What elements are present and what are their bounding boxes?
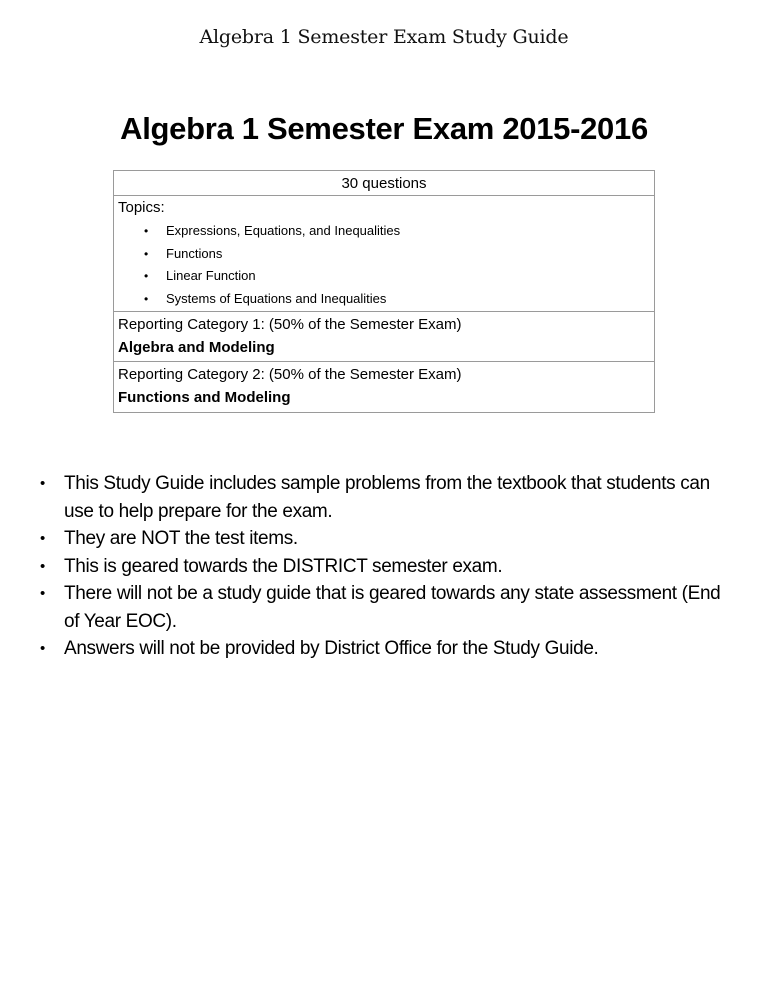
topic-text: Systems of Equations and Inequalities <box>166 290 387 306</box>
topic-text: Linear Function <box>166 268 256 283</box>
note-text: They are NOT the test items. <box>64 528 298 549</box>
topic-item <box>118 288 650 311</box>
topics-row <box>114 196 654 312</box>
bullet-icon: • <box>144 224 149 238</box>
page-running-header: Algebra 1 Semester Exam Study Guide <box>199 26 569 48</box>
category-name: Functions and Modeling <box>118 389 291 406</box>
topic-text: Expressions, Equations, and Inequalities <box>166 223 401 238</box>
note-text: This is geared towards the DISTRICT semester exam. <box>64 555 503 577</box>
category-name: Algebra and Modeling <box>118 339 275 356</box>
document-title: Algebra 1 Semester Exam 2015-2016 <box>120 111 648 146</box>
note-item <box>40 553 740 581</box>
bullet-icon: • <box>40 557 45 575</box>
exam-summary-table <box>113 170 655 413</box>
category-label: Reporting Category 2: (50% of the Semester Exam) <box>118 366 462 383</box>
topic-item <box>118 243 650 266</box>
reporting-category-2-row <box>114 362 654 412</box>
note-item <box>40 525 740 553</box>
topic-item <box>118 265 650 288</box>
note-item <box>40 580 740 635</box>
bullet-icon: • <box>144 269 149 283</box>
bullet-icon: • <box>40 530 45 547</box>
bullet-icon: • <box>40 585 45 602</box>
topics-list <box>118 220 650 310</box>
study-guide-notes <box>40 470 740 663</box>
bullet-icon: • <box>40 475 45 492</box>
topics-label: Topics: <box>118 199 165 216</box>
bullet-icon: • <box>144 291 149 306</box>
note-text: This Study Guide includes sample problems from the textbook that students can use to help prepare for the exam. <box>64 473 710 522</box>
topic-text: Functions <box>166 245 223 261</box>
category-label: Reporting Category 1: (50% of the Semester Exam) <box>118 316 462 333</box>
topic-item <box>118 220 650 243</box>
note-item <box>40 635 740 663</box>
question-count-row <box>114 171 654 196</box>
bullet-icon: • <box>40 640 45 657</box>
note-item <box>40 470 740 525</box>
bullet-icon: • <box>144 246 149 261</box>
note-text: Answers will not be provided by District Office for the Study Guide. <box>64 638 599 659</box>
reporting-category-1-row <box>114 312 654 362</box>
question-count: 30 questions <box>341 175 427 192</box>
note-text: There will not be a study guide that is geared towards any state assessment (End of Year EOC). <box>64 583 721 632</box>
